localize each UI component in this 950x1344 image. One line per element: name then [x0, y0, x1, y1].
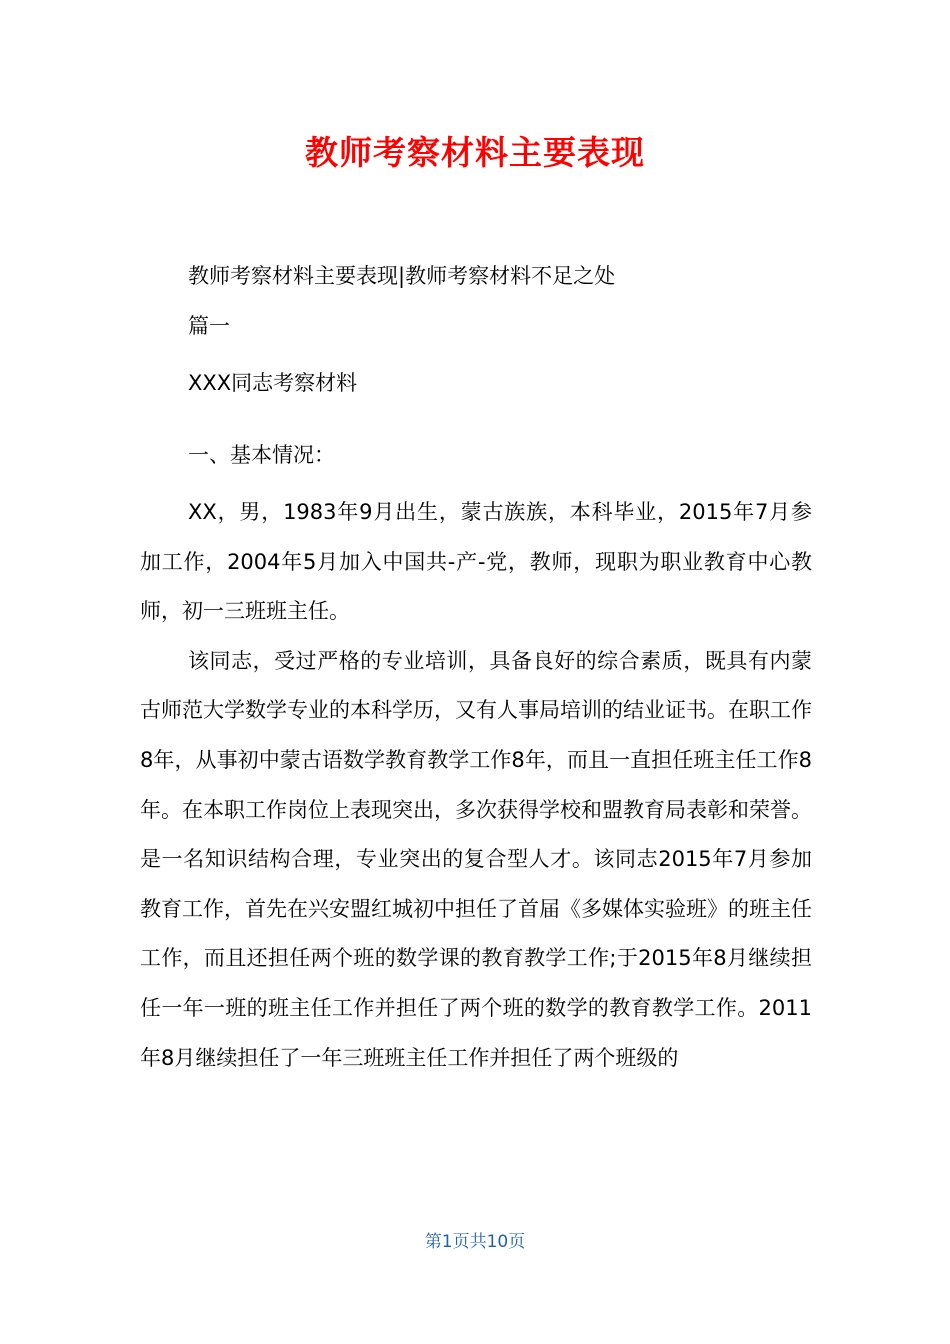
document-subtitle: 教师考察材料主要表现|教师考察材料不足之处 [188, 264, 616, 288]
paragraph-basic-info: XX，男，1983年9月出生，蒙古族族，本科毕业，2015年7月参加工作，2004年5月加入中国共-产-党，教师，现职为职业教育中心教师，初一三班班主任。 [140, 500, 812, 624]
document-title: 教师考察材料主要表现 [305, 133, 645, 172]
part-label: 篇一 [188, 314, 230, 338]
page-indicator: 第1页共10页 [424, 1232, 526, 1252]
section-heading: 一、基本情况： [188, 443, 335, 467]
paragraph-work-record: 该同志，受过严格的专业培训，具备良好的综合素质，既具有内蒙古师范大学数学专业的本科学历，又有人事局培训的结业证书。在职工作8年，从事初中蒙古语数学教育教学工作8年，而且一直担任班主任工作8年。在本职工作岗位上表现突出，多次获得学校和盟教育局表彰和荣誉。是一名知识结构合理，专业突出的复合型人才。该同志2015年7月参加教育工作，首先在兴安盟红城初中担任了首届《多媒体实验班》的班主任工作，而且还担任两个班的数学课的教育教学工作;于2015年8月继续担任一年一班的班主任工作并担任了两个班的数学的教育教学工作。2011年8月继续担任了一年三班班主任工作并担任了两个班级的 [140, 648, 812, 1070]
body-text [140, 488, 812, 1083]
material-heading: XXX同志考察材料 [188, 371, 358, 395]
